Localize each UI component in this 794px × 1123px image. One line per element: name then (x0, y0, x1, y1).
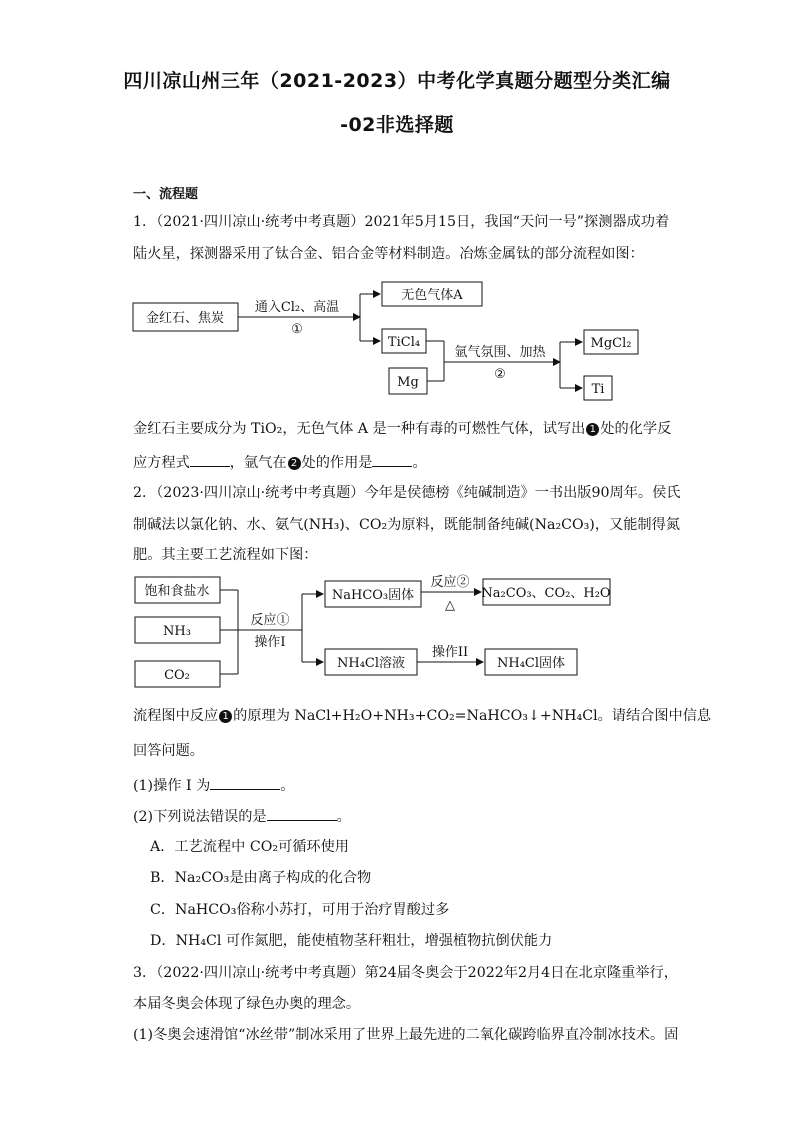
q3-line3: (1)冬奥会速滑馆“冰丝带”制冰采用了世界上最先进的二氧化碳跨临界直冷制冰技术。固 (133, 1027, 679, 1043)
document-title-line1: 四川凉山州三年（2021-2023）中考化学真题分题型分类汇编 (123, 70, 671, 92)
step-marker-2: 2 (288, 457, 301, 470)
answer-blank-q1-argon[interactable] (372, 452, 412, 467)
q1-flow-diagram (120, 272, 660, 407)
arrow1-label: 通入Cl₂、高温 (254, 300, 340, 315)
box-mgcl2-label: MgCl₂ (590, 336, 632, 351)
option-c[interactable]: C．NaHCO₃俗称小苏打，可用于治疗胃酸过多 (150, 902, 450, 918)
box-nh4cl-solid-label: NH₄Cl固体 (496, 656, 566, 671)
q2-line1: 2．（2023·四川凉山·统考中考真题）今年是侯德榜《纯碱制造》一书出版90周年。侯氏 (133, 485, 681, 501)
box-nh3-label: NH₃ (163, 624, 191, 639)
q2-principle-line2: 回答问题。 (133, 743, 204, 759)
answer-blank-wrong-statement[interactable] (267, 806, 337, 821)
box-ti-label: Ti (591, 382, 605, 397)
q1-line1: 1．（2021·四川凉山·统考中考真题）2021年5月15日，我国“天问一号”探测器成功着 (133, 214, 670, 230)
option-a[interactable]: A．工艺流程中 CO₂可循环使用 (150, 839, 349, 855)
document-title-line2: -02非选择题 (340, 114, 454, 136)
q2-line3: 肥。其主要工艺流程如下图： (133, 547, 318, 563)
react1-label: 反应① (250, 613, 290, 628)
box-mg-label: Mg (397, 375, 419, 390)
op2-label: 操作II (431, 645, 469, 660)
box-products-label: Na₂CO₃、CO₂、H₂O (481, 586, 611, 601)
box-co2-label: CO₂ (164, 668, 190, 683)
op1-label: 操作I (254, 635, 286, 650)
step-marker-1: 1 (586, 423, 599, 436)
q2-line2: 制碱法以氯化钠、水、氨气(NH₃)、CO₂为原料，既能制备纯碱(Na₂CO₃)，又能制得氮 (133, 517, 680, 533)
q3-line2: 本届冬奥会体现了绿色办奥的理念。 (133, 996, 361, 1012)
q1-text-line2: 应方程式 ，氩气在 2 处的作用是 。 (133, 452, 427, 472)
arrow2-step: ② (494, 367, 506, 382)
answer-blank-operation1[interactable] (210, 775, 280, 790)
reaction-marker-1: 1 (219, 710, 232, 723)
option-b[interactable]: B．Na₂CO₃是由离子构成的化合物 (150, 870, 372, 886)
box-ticl4-label: TiCl₄ (387, 335, 421, 350)
box-start-label: 金红石、焦炭 (145, 311, 225, 326)
box-nahco3-label: NaHCO₃固体 (331, 588, 415, 603)
box-brine-label: 饱和食盐水 (144, 584, 210, 599)
arrow2-label: 氩气氛围、加热 (454, 345, 546, 360)
option-d[interactable]: D．NH₄Cl 可作氮肥，能使植物茎秆粗壮，增强植物抗倒伏能力 (150, 933, 553, 949)
react2-label: 反应② (430, 575, 470, 590)
answer-blank-q1-equation[interactable] (190, 452, 230, 467)
heat-symbol: △ (445, 598, 455, 613)
q2-flow-diagram (120, 572, 620, 692)
box-nh4cl-solution-label: NH₄Cl溶液 (336, 656, 406, 671)
q2-sub2: (2)下列说法错误的是 。 (133, 806, 351, 826)
box-gas-label: 无色气体A (401, 288, 463, 303)
q2-sub1: (1)操作 I 为 。 (133, 775, 295, 795)
q1-line2: 陆火星，探测器采用了钛合金、铝合金等材料制造。冶炼金属钛的部分流程如图： (133, 246, 644, 262)
q1-text-line1: 金红石主要成分为 TiO₂，无色气体 A 是一种有毒的可燃性气体，试写出 1 处的化学反 (133, 421, 672, 437)
q3-line1: 3．（2022·四川凉山·统考中考真题）第24届冬奥会于2022年2月4日在北京隆重举行， (133, 965, 678, 981)
arrow1-step: ① (291, 322, 303, 337)
q2-principle-line1: 流程图中反应 1 的原理为 NaCl+H₂O+NH₃+CO₂=NaHCO₃↓+NH₄Cl。请结合图中信息 (133, 708, 712, 724)
section-heading: 一、流程题 (133, 187, 199, 202)
